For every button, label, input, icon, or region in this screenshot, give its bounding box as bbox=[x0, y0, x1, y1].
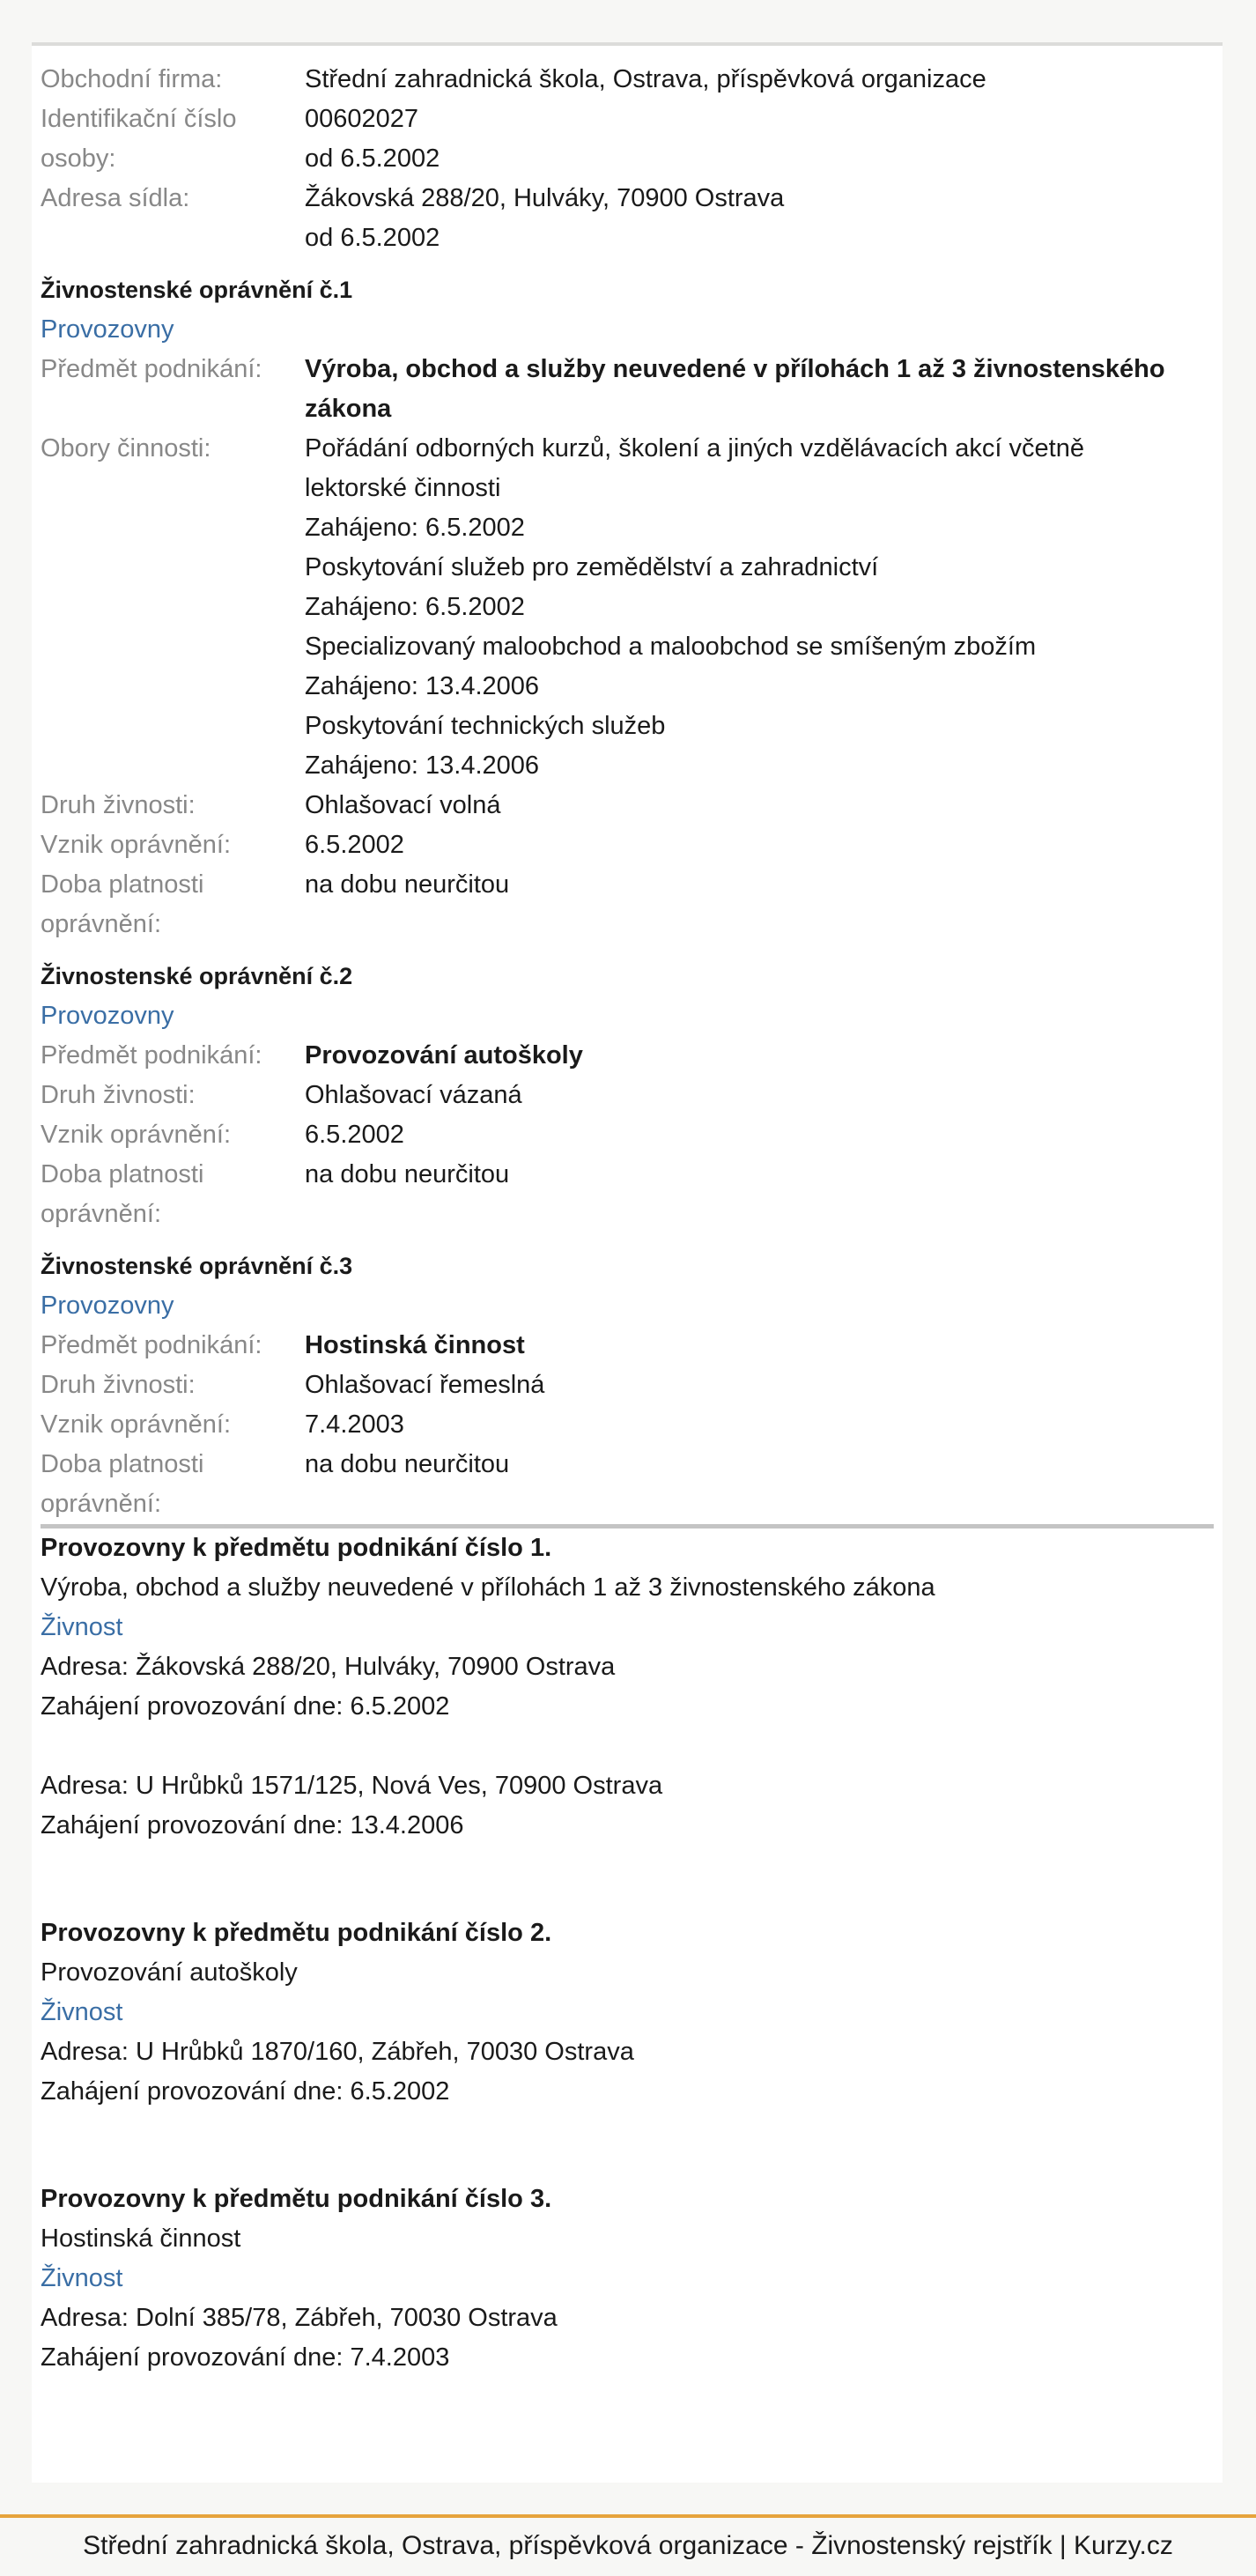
firma-row bbox=[41, 60, 1214, 100]
permit-1-doba-row bbox=[41, 865, 1214, 944]
provozovna-start: Zahájení provozování dne: 7.4.2003 bbox=[41, 2343, 450, 2372]
permit-3-title: Živnostenské oprávnění č.3 bbox=[41, 1253, 353, 1279]
provozovna-start: Zahájení provozování dne: 13.4.2006 bbox=[41, 1811, 464, 1839]
permit-2-vznik-row bbox=[41, 1115, 1214, 1155]
provozovny-subject: Provozování autoškoly bbox=[41, 1958, 298, 1987]
footer-text: Střední zahradnická škola, Ostrava, příspěvková organizace - Živnostenský rejstřík | Kurzy.cz bbox=[83, 2531, 1173, 2560]
predmet-value-line: Výroba, obchod a služby neuvedené v přílohách 1 až 3 živnostenského bbox=[305, 355, 1165, 383]
predmet-value-line: zákona bbox=[305, 395, 392, 423]
provozovny-1 bbox=[41, 1529, 1214, 1846]
provozovny-3 bbox=[41, 2180, 1214, 2378]
provozovny-2 bbox=[41, 1913, 1214, 2112]
predmet-label: Předmět podnikání: bbox=[41, 1041, 262, 1070]
obory-line: Poskytování služeb pro zemědělství a zahradnictví bbox=[305, 553, 879, 581]
provozovna-address: Adresa: Dolní 385/78, Zábřeh, 70030 Ostrava bbox=[41, 2304, 558, 2332]
adresa-od: od 6.5.2002 bbox=[305, 224, 440, 252]
provozovna-address: Adresa: U Hrůbků 1571/125, Nová Ves, 70900 Ostrava bbox=[41, 1772, 663, 1800]
predmet-label: Předmět podnikání: bbox=[41, 1331, 262, 1359]
vznik-label: Vznik oprávnění: bbox=[41, 1410, 232, 1439]
obory-label: Obory činnosti: bbox=[41, 434, 211, 463]
doba-label-line: Doba platnosti bbox=[41, 1160, 204, 1188]
adresa-row bbox=[41, 179, 1214, 258]
vznik-value: 6.5.2002 bbox=[305, 1121, 404, 1149]
obory-line: Zahájeno: 13.4.2006 bbox=[305, 672, 540, 700]
zivnost-link[interactable]: Živnost bbox=[41, 1998, 123, 2026]
permit-3-predmet-row bbox=[41, 1326, 1214, 1366]
predmet-value bbox=[305, 350, 1214, 429]
doba-label-line: Doba platnosti bbox=[41, 870, 204, 899]
obory-values bbox=[305, 429, 1214, 786]
druh-label: Druh živnosti: bbox=[41, 1371, 196, 1399]
permit-1-provozovny-link[interactable]: Provozovny bbox=[41, 315, 174, 344]
osoby-value: od 6.5.2002 bbox=[305, 144, 440, 173]
predmet-label: Předmět podnikání: bbox=[41, 355, 262, 383]
obory-line: Zahájeno: 6.5.2002 bbox=[305, 514, 525, 542]
druh-label: Druh živnosti: bbox=[41, 791, 196, 819]
firma-label: Obchodní firma: bbox=[41, 65, 223, 93]
provozovna-start: Zahájení provozování dne: 6.5.2002 bbox=[41, 1692, 450, 1721]
permit-1-vznik-row bbox=[41, 825, 1214, 865]
osoby-label: osoby: bbox=[41, 144, 116, 173]
obory-line: Poskytování technických služeb bbox=[305, 712, 666, 740]
permit-1-predmet-row bbox=[41, 350, 1214, 429]
doba-label-line: Doba platnosti bbox=[41, 1450, 204, 1478]
page-footer bbox=[0, 2514, 1256, 2576]
doba-value: na dobu neurčitou bbox=[305, 870, 510, 899]
obory-line: Specializovaný maloobchod a maloobchod se smíšeným zbožím bbox=[305, 633, 1037, 661]
obory-line: Zahájeno: 6.5.2002 bbox=[305, 593, 525, 621]
druh-value: Ohlašovací vázaná bbox=[305, 1081, 522, 1109]
provozovny-subject: Hostinská činnost bbox=[41, 2224, 241, 2253]
provozovny-title: Provozovny k předmětu podnikání číslo 3. bbox=[41, 2185, 552, 2213]
permit-1-druh-row bbox=[41, 786, 1214, 825]
provozovna-start: Zahájení provozování dne: 6.5.2002 bbox=[41, 2077, 450, 2106]
vznik-value: 7.4.2003 bbox=[305, 1410, 404, 1439]
ico-label: Identifikační číslo bbox=[41, 105, 237, 133]
provozovny-subject: Výroba, obchod a služby neuvedené v přílohách 1 až 3 živnostenského zákona bbox=[41, 1573, 935, 1602]
obory-line: Pořádání odborných kurzů, školení a jiných vzdělávacích akcí včetně bbox=[305, 434, 1084, 463]
obory-line: Zahájeno: 13.4.2006 bbox=[305, 751, 540, 780]
druh-value: Ohlašovací řemeslná bbox=[305, 1371, 545, 1399]
permit-3-vznik-row bbox=[41, 1405, 1214, 1445]
page-card bbox=[32, 42, 1223, 2483]
provozovny-title: Provozovny k předmětu podnikání číslo 1. bbox=[41, 1534, 552, 1562]
doba-label bbox=[41, 865, 305, 944]
permit-1-obory-row bbox=[41, 429, 1214, 786]
provozovny-title: Provozovny k předmětu podnikání číslo 2. bbox=[41, 1919, 552, 1947]
permit-1-title: Živnostenské oprávnění č.1 bbox=[41, 277, 353, 303]
permit-2-title: Živnostenské oprávnění č.2 bbox=[41, 963, 353, 989]
permit-2-doba-row bbox=[41, 1155, 1214, 1234]
permit-2-druh-row bbox=[41, 1076, 1214, 1115]
ico-row bbox=[41, 100, 1214, 139]
doba-label bbox=[41, 1445, 305, 1524]
predmet-value: Provozování autoškoly bbox=[305, 1041, 583, 1070]
predmet-value: Hostinská činnost bbox=[305, 1331, 525, 1359]
vznik-label: Vznik oprávnění: bbox=[41, 1121, 232, 1149]
company-details bbox=[32, 46, 1223, 2378]
doba-value: na dobu neurčitou bbox=[305, 1450, 510, 1478]
provozovna-address: Adresa: U Hrůbků 1870/160, Zábřeh, 70030 Ostrava bbox=[41, 2038, 634, 2066]
doba-value: na dobu neurčitou bbox=[305, 1160, 510, 1188]
adresa-text: Žákovská 288/20, Hulváky, 70900 Ostrava bbox=[305, 184, 785, 212]
ico-value: 00602027 bbox=[305, 105, 419, 133]
druh-value: Ohlašovací volná bbox=[305, 791, 501, 819]
vznik-label: Vznik oprávnění: bbox=[41, 831, 232, 859]
firma-value: Střední zahradnická škola, Ostrava, příspěvková organizace bbox=[305, 65, 986, 93]
permit-2-provozovny-link[interactable]: Provozovny bbox=[41, 1002, 174, 1030]
doba-label-line: oprávnění: bbox=[41, 1490, 162, 1518]
zivnost-link[interactable]: Živnost bbox=[41, 1613, 123, 1641]
permit-2-predmet-row bbox=[41, 1036, 1214, 1076]
permit-3-doba-row bbox=[41, 1445, 1214, 1524]
doba-label bbox=[41, 1155, 305, 1234]
doba-label-line: oprávnění: bbox=[41, 910, 162, 938]
zivnost-link[interactable]: Živnost bbox=[41, 2264, 123, 2292]
osoby-row bbox=[41, 139, 1214, 179]
provozovna-address: Adresa: Žákovská 288/20, Hulváky, 70900 Ostrava bbox=[41, 1653, 616, 1681]
permit-3-provozovny-link[interactable]: Provozovny bbox=[41, 1292, 174, 1320]
doba-label-line: oprávnění: bbox=[41, 1200, 162, 1228]
adresa-label: Adresa sídla: bbox=[41, 184, 190, 212]
druh-label: Druh živnosti: bbox=[41, 1081, 196, 1109]
obory-line: lektorské činnosti bbox=[305, 474, 501, 502]
permit-3-druh-row bbox=[41, 1366, 1214, 1405]
adresa-value bbox=[305, 179, 1214, 258]
vznik-value: 6.5.2002 bbox=[305, 831, 404, 859]
